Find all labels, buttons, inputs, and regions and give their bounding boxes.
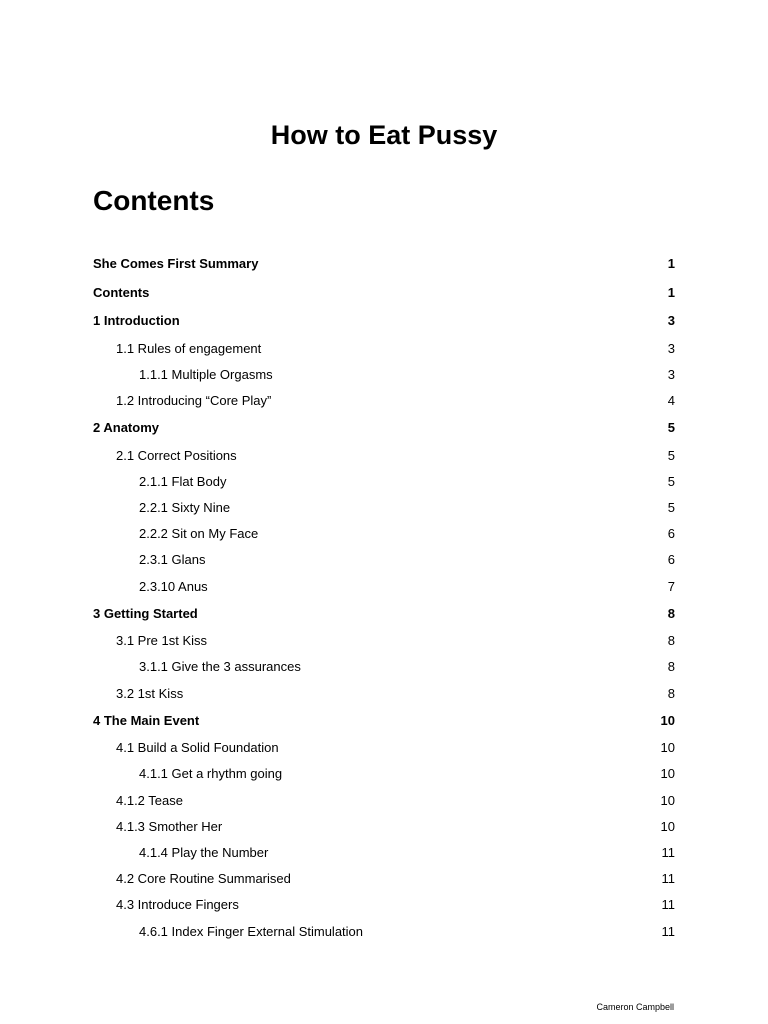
- toc-entry-page-number: 3: [667, 366, 675, 382]
- toc-entry-page-number: 11: [661, 923, 675, 939]
- toc-entry: [93, 788, 675, 814]
- toc-entry-label: 3 Getting Started: [93, 605, 198, 621]
- toc-entry-page-number: 6: [667, 526, 675, 542]
- toc-entry-label: 1.2 Introducing “Core Play”: [116, 392, 272, 408]
- toc-entry: [93, 761, 675, 787]
- toc-entry-label: 4.1.2 Tease: [116, 792, 183, 808]
- toc-entry: [93, 336, 675, 362]
- toc-entry-label: 4 The Main Event: [93, 712, 200, 728]
- toc-entry: [93, 469, 675, 495]
- toc-entry-page-number: 1: [667, 284, 675, 300]
- toc-entry-label: 2 Anatomy: [93, 420, 159, 436]
- toc-entry-page-number: 6: [667, 552, 675, 568]
- toc-entry-label: 3.1.1 Give the 3 assurances: [139, 659, 301, 675]
- toc-entry-page-number: 8: [667, 605, 675, 621]
- toc-entry: [93, 628, 675, 654]
- toc-entry-label: 2.1.1 Flat Body: [139, 473, 227, 489]
- toc-entry-page-number: 5: [667, 499, 675, 515]
- toc-entry: [93, 414, 675, 443]
- toc-entry-label: 4.1.1 Get a rhythm going: [139, 766, 283, 782]
- toc-entry-page-number: 11: [661, 845, 675, 860]
- toc-entry-page-number: 11: [661, 897, 675, 913]
- toc-entry: [93, 443, 675, 469]
- toc-entry-label: 2.2.2 Sit on My Face: [139, 526, 259, 542]
- toc-entry: [93, 362, 675, 388]
- toc-entry-page-number: 7: [667, 578, 675, 594]
- toc-entry: [93, 307, 675, 336]
- toc-entry-label: 3.1 Pre 1st Kiss: [116, 633, 208, 649]
- toc-entry-label: 4.6.1 Index Finger External Stimulation: [139, 923, 364, 939]
- toc-entry: [93, 814, 675, 840]
- toc-entry-label: Contents: [93, 284, 150, 300]
- toc-entry-label: 2.1 Correct Positions: [116, 447, 237, 463]
- toc-entry-page-number: 3: [667, 340, 675, 356]
- toc-entry: [93, 681, 675, 707]
- toc-entry-page-number: 5: [667, 447, 675, 463]
- toc-entry: [93, 707, 675, 736]
- toc-entry-page-number: 8: [667, 685, 675, 701]
- toc-entry-label: 1.1.1 Multiple Orgasms: [139, 366, 273, 382]
- toc-entry-label: 4.1.3 Smother Her: [116, 818, 223, 834]
- toc-entry-label: 2.3.10 Anus: [139, 578, 208, 594]
- toc-entry-label: 1 Introduction: [93, 313, 180, 328]
- toc-entry-label: 4.1.4 Play the Number: [139, 845, 269, 860]
- document-title: How to Eat Pussy: [270, 120, 498, 150]
- toc-entry: [93, 840, 675, 866]
- toc-entry-page-number: 10: [660, 712, 675, 728]
- toc-entry: [93, 279, 675, 308]
- toc-entry-label: 4.1 Build a Solid Foundation: [116, 740, 279, 756]
- toc-entry-label: 2.3.1 Glans: [139, 552, 206, 568]
- toc-entry: [93, 521, 675, 547]
- toc-entry-page-number: 10: [660, 818, 675, 834]
- toc-entry-page-number: 10: [660, 766, 675, 782]
- toc-entry-page-number: 1: [667, 256, 675, 271]
- contents-heading: Contents: [93, 185, 215, 216]
- toc-entry-label: 1.1 Rules of engagement: [116, 340, 262, 356]
- toc-entry: [93, 388, 675, 414]
- toc-entry-label: 4.2 Core Routine Summarised: [116, 871, 291, 887]
- toc-entry-page-number: 8: [667, 659, 675, 675]
- toc-entry: [93, 892, 675, 918]
- toc-entry-page-number: 10: [660, 792, 675, 808]
- toc-entry: [93, 919, 675, 945]
- toc-entry-page-number: 3: [667, 313, 675, 328]
- toc-entry-page-number: 5: [667, 420, 675, 436]
- toc-entry: [93, 600, 675, 629]
- toc-entry-page-number: 10: [660, 740, 675, 756]
- toc-entry-label: She Comes First Summary: [93, 256, 259, 271]
- toc-entry-page-number: 8: [667, 633, 675, 649]
- footer-author: Cameron Campbell: [596, 1002, 674, 1012]
- toc-entry-page-number: 11: [661, 871, 675, 887]
- toc-entry-page-number: 4: [667, 392, 675, 408]
- toc-entry: [93, 250, 675, 279]
- toc-entry-page-number: 5: [667, 473, 675, 489]
- table-of-contents: [93, 250, 675, 945]
- toc-entry: [93, 866, 675, 892]
- toc-entry: [93, 735, 675, 761]
- toc-entry-label: 2.2.1 Sixty Nine: [139, 499, 231, 515]
- toc-entry-label: 4.3 Introduce Fingers: [116, 897, 239, 913]
- toc-entry: [93, 547, 675, 573]
- toc-entry: [93, 654, 675, 680]
- toc-entry: [93, 495, 675, 521]
- toc-entry-label: 3.2 1st Kiss: [116, 685, 184, 701]
- toc-entry: [93, 574, 675, 600]
